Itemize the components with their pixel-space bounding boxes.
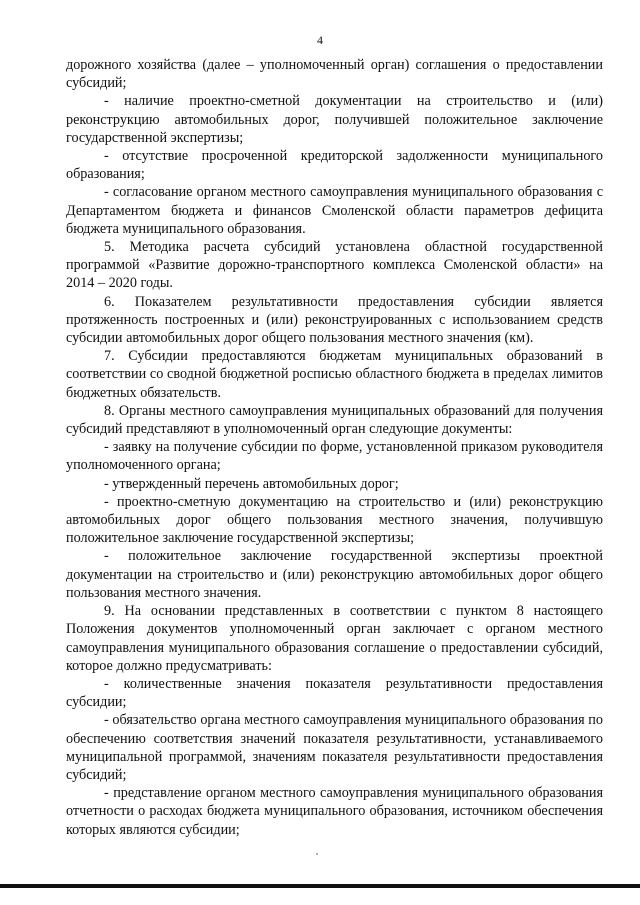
page-number: 4	[317, 33, 323, 47]
paragraph-bullet-road-list: - утвержденный перечень автомобильных дорог;	[104, 475, 399, 492]
paragraph-bullet-deficit-approval: - согласование органом местного самоуправления муниципального образования с Департаментом бюджета и финансов Смоленской области параметров дефицита бюджета муниципального образования.	[66, 184, 603, 237]
paragraph-item-7: 7. Субсидии предоставляются бюджетам муниципальных образований в соответствии со сводной бюджетной росписью областного бюджета в пределах лимитов бюджетных обязательств.	[66, 348, 603, 401]
scan-speck	[316, 853, 318, 855]
paragraph-bullet-expert-conclusion: - положительное заключение государственной экспертизы проектной документации на строительство и (или) реконструкцию автомобильных дорог общего пользования местного значения.	[66, 548, 603, 601]
paragraph-bullet-reporting: - представление органом местного самоуправления муниципального образования отчетности о расходах бюджета муниципального образования, источником обеспечения которых являются субсидии;	[66, 785, 603, 838]
paragraph-item-6: 6. Показателем результативности предоставления субсидии является протяженность построенных и (или) реконструированных с использованием средств субсидии автомобильных дорог общего пользования местного значения (км).	[66, 293, 603, 347]
paragraph-continuation: дорожного хозяйства (далее – уполномоченный орган) соглашения о предоставлении субсидий;	[66, 57, 603, 92]
paragraph-bullet-obligation: - обязательство органа местного самоуправления муниципального образования по обеспечению соответствия значений показателя результативности, устанавливаемого муниципальной программой, значениям показателя результативности предоставления субсидий;	[66, 712, 603, 783]
bottom-scan-border	[0, 884, 640, 888]
paragraph-item-5: 5. Методика расчета субсидий установлена областной государственной программой «Развитие дорожно-транспортного комплекса Смоленской области» на 2014 – 2020 годы.	[66, 239, 603, 292]
paragraph-bullet-design-documentation: - наличие проектно-сметной документации на строительство и (или) реконструкцию автомобильных дорог, получившей положительное заключение государственной экспертизы;	[66, 93, 603, 146]
paragraph-bullet-application: - заявку на получение субсидии по форме, установленной приказом руководителя уполномоченного органа;	[66, 439, 603, 474]
paragraph-item-8: 8. Органы местного самоуправления муниципальных образований для получения субсидий представляют в уполномоченный орган следующие документы:	[66, 402, 603, 438]
paragraph-item-9: 9. На основании представленных в соответствии с пунктом 8 настоящего Положения документов уполномоченный орган заключает с органом местного самоуправления муниципального образования соглашение о предоставлении субсидий, которое должно предусматривать:	[66, 603, 603, 674]
paragraph-bullet-quantitative-values: - количественные значения показателя результативности предоставления субсидии;	[66, 675, 603, 711]
document-body	[66, 56, 603, 839]
paragraph-bullet-no-overdue-debt: - отсутствие просроченной кредиторской задолженности муниципального образования;	[66, 148, 603, 183]
paragraph-bullet-project-docs: - проектно-сметную документацию на строительство и (или) реконструкцию автомобильных дорог общего пользования местного значения, получившую положительное заключение государственной экспертизы;	[66, 493, 603, 547]
